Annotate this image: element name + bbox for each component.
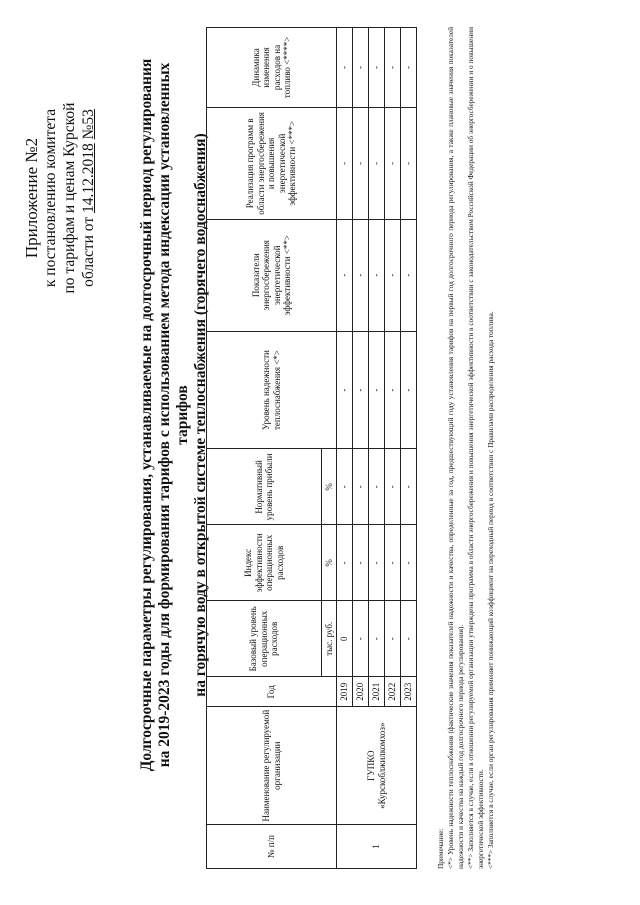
cell-index: - xyxy=(401,525,417,601)
cell-programs: - xyxy=(353,107,369,219)
appendix-date: 14.12.2018 xyxy=(80,143,97,214)
notes-heading: Примечание: xyxy=(436,828,445,869)
cell-fuel: - xyxy=(401,28,417,108)
header-energy: Показатели энергосбережения энергетической эффективности <**> xyxy=(207,219,337,331)
cell-programs: - xyxy=(401,107,417,219)
note-2: <**> Заполняется в случае, если в отношении регулируемой организации утверждена программа в области энергосбережения и повышения энергетической эффективности в соответствии с законодательством Российской Федерации об энергосбережении и о повышении энергетической эффективности. xyxy=(466,27,485,869)
appendix-line-2: к постановлению комитета xyxy=(42,108,59,288)
appendix-line-4 xyxy=(79,68,98,328)
cell-fuel: - xyxy=(369,28,385,108)
appendix-number: №53 xyxy=(80,109,97,140)
cell-energy: - xyxy=(401,219,417,331)
unit-profit: % xyxy=(322,449,337,525)
cell-reliability: - xyxy=(369,331,385,449)
unit-base: тыс. руб. xyxy=(322,601,337,677)
notes-section xyxy=(436,27,496,869)
cell-programs: - xyxy=(385,107,401,219)
appendix-title: Приложение №2 xyxy=(22,137,41,259)
organization-name-line-1: ГУПКО xyxy=(366,750,376,781)
appendix-block xyxy=(22,68,98,328)
cell-profit: - xyxy=(353,449,369,525)
header-reliability: Уровень надежности теплоснабжения <*> xyxy=(207,331,337,449)
cell-base: 0 xyxy=(337,601,353,677)
cell-fuel: - xyxy=(385,28,401,108)
cell-profit: - xyxy=(385,449,401,525)
cell-energy: - xyxy=(337,219,353,331)
appendix-line-3: по тарифам и ценам Курской xyxy=(61,102,78,294)
cell-year: 2023 xyxy=(401,677,417,707)
cell-fuel: - xyxy=(353,28,369,108)
unit-index: % xyxy=(322,525,337,601)
header-index: Индекс эффективности операционных расходов xyxy=(207,525,322,601)
title-line-2: на 2019-2023 годы для формирования тарифов с использованием метода индексации установленных тарифов xyxy=(156,62,191,768)
cell-year: 2022 xyxy=(385,677,401,707)
note-1: <*> Уровень надежности теплоснабжения (фактические значения показателей надежности и качества, определенные за год, предшествующий году установления тарифов на первый год долгосрочного периода регулирования, а также плановые значения показателей надежности и качества на каждый год долгосрочного периода регулирования). xyxy=(446,27,465,869)
header-profit: Нормативный уровень прибыли xyxy=(207,449,322,525)
row-number: 1 xyxy=(337,825,417,869)
header-num: № п/п xyxy=(207,825,337,869)
parameters-table xyxy=(206,27,417,869)
title-line-3: на горячую воду в открытой системе теплоснабжения (горячего водоснабжения) xyxy=(192,133,209,697)
cell-reliability: - xyxy=(353,331,369,449)
cell-profit: - xyxy=(337,449,353,525)
cell-fuel: - xyxy=(337,28,353,108)
cell-index: - xyxy=(337,525,353,601)
cell-index: - xyxy=(369,525,385,601)
cell-base: - xyxy=(385,601,401,677)
organization-name-line-2: «Курскоблжилкомхоз» xyxy=(376,722,387,809)
cell-index: - xyxy=(385,525,401,601)
table-row xyxy=(337,28,353,869)
header-year: Год xyxy=(207,677,337,707)
cell-profit: - xyxy=(369,449,385,525)
cell-reliability: - xyxy=(337,331,353,449)
document-title xyxy=(138,55,210,775)
header-org: Наименование регулируемой организации xyxy=(207,707,337,825)
cell-base: - xyxy=(401,601,417,677)
organization-name xyxy=(337,707,417,825)
cell-profit: - xyxy=(401,449,417,525)
header-programs: Реализация программ в области энергосбережения и повышения энергетической эффективности <***> xyxy=(207,107,337,219)
appendix-date-prefix: области от xyxy=(80,216,97,287)
cell-programs: - xyxy=(337,107,353,219)
cell-reliability: - xyxy=(401,331,417,449)
table-header-row xyxy=(207,28,322,869)
cell-base: - xyxy=(353,601,369,677)
cell-reliability: - xyxy=(385,331,401,449)
header-fuel: Динамика изменения расходов на топливо <****> xyxy=(207,28,337,108)
cell-energy: - xyxy=(369,219,385,331)
note-3: <***> Заполняется в случае, если орган регулирования применяет понижающий коэффициент на переходный период в соответствии с Правилами распределения расхода топлива. xyxy=(486,311,495,869)
header-base: Базовый уровень операционных расходов xyxy=(207,601,322,677)
cell-base: - xyxy=(369,601,385,677)
cell-programs: - xyxy=(369,107,385,219)
cell-index: - xyxy=(353,525,369,601)
cell-energy: - xyxy=(353,219,369,331)
cell-year: 2019 xyxy=(337,677,353,707)
cell-year: 2021 xyxy=(369,677,385,707)
title-line-1: Долгосрочные параметры регулирования, устанавливаемые на долгосрочный период регулирования xyxy=(138,58,155,772)
cell-year: 2020 xyxy=(353,677,369,707)
cell-energy: - xyxy=(385,219,401,331)
